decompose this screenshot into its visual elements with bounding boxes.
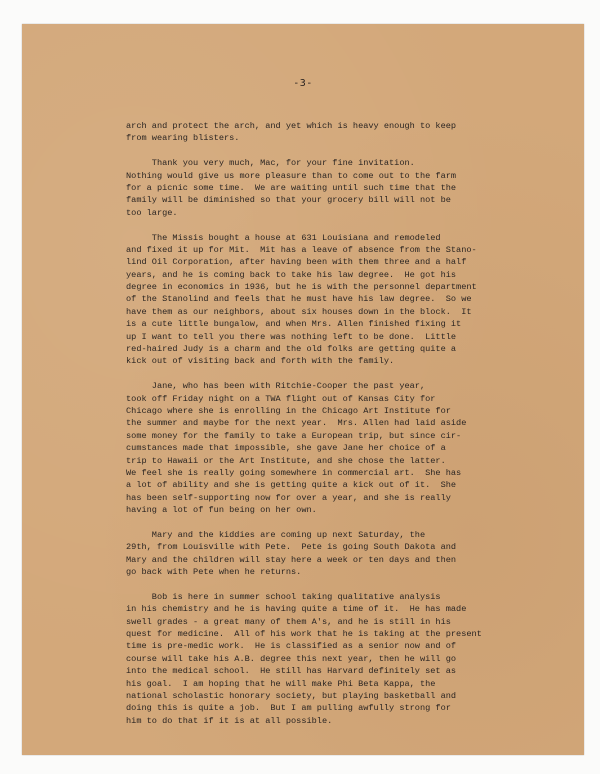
text-line: took off Friday night on a TWA flight out of Kansas City for bbox=[126, 393, 436, 404]
paragraph bbox=[126, 157, 556, 219]
paragraph-gap bbox=[126, 145, 556, 157]
text-line: go back with Pete when he returns. bbox=[126, 567, 302, 578]
text-line: quest for medicine. All of his work that he is taking at the present bbox=[126, 629, 482, 640]
text-line: having a lot of fun being on her own. bbox=[126, 505, 317, 516]
letter-page bbox=[22, 24, 584, 755]
text-line: family will be diminished so that your grocery bill will not be bbox=[126, 195, 451, 206]
text-line: Bob is here in summer school taking qualitative analysis bbox=[126, 591, 441, 602]
text-line: too large. bbox=[126, 207, 178, 218]
text-line: some money for the family to take a European trip, but since cir- bbox=[126, 430, 462, 441]
text-line: is a cute little bungalow, and when Mrs. Allen finished fixing it bbox=[126, 319, 462, 330]
text-line: his goal. I am hoping that he will make Phi Beta Kappa, the bbox=[126, 678, 436, 689]
text-line: him to do that if it is at all possible. bbox=[126, 715, 333, 726]
paragraph-gap bbox=[126, 578, 556, 590]
text-line: red-haired Judy is a charm and the old folks are getting quite a bbox=[126, 344, 457, 355]
text-line: Thank you very much, Mac, for your fine invitation. bbox=[126, 158, 415, 169]
text-line: the summer and maybe for the next year. Mrs. Allen had laid aside bbox=[126, 418, 467, 429]
text-line: for a picnic some time. We are waiting until such time that the bbox=[126, 182, 457, 193]
text-line: arch and protect the arch, and yet which is heavy enough to keep bbox=[126, 121, 457, 131]
text-line: a lot of ability and she is getting quite a kick out of it. She bbox=[126, 480, 457, 491]
paragraph bbox=[126, 120, 556, 145]
text-line: in his chemistry and he is having quite a time of it. He has made bbox=[126, 604, 467, 615]
paragraph bbox=[126, 591, 556, 727]
text-line: doing this is quite a job. But I am pulling awfully strong for bbox=[126, 703, 451, 714]
text-line: degree in economics in 1936, but he is with the personnel department bbox=[126, 282, 477, 293]
text-line: The Missis bought a house at 631 Louisiana and remodeled bbox=[126, 232, 441, 243]
text-line: Mary and the kiddies are coming up next Saturday, the bbox=[126, 529, 426, 540]
text-line: kick out of visiting back and forth with the family. bbox=[126, 356, 395, 367]
paragraph-gap bbox=[126, 219, 556, 231]
text-line: from wearing blisters. bbox=[126, 133, 240, 144]
text-line: trip to Hawaii or the Art Institute, and she chose the latter. bbox=[126, 455, 446, 466]
text-line: Nothing would give us more pleasure than to come out to the farm bbox=[126, 170, 457, 181]
text-line: We feel she is really going somewhere in commercial art. She has bbox=[126, 467, 462, 478]
text-line: cumstances made that impossible, she gave Jane her choice of a bbox=[126, 443, 446, 454]
text-line: 29th, from Louisville with Pete. Pete is going South Dakota and bbox=[126, 542, 457, 553]
text-line: up I want to tell you there was nothing left to be done. Little bbox=[126, 331, 457, 342]
text-line: national scholastic honorary society, but playing basketball and bbox=[126, 690, 457, 701]
text-line: has been self-supporting now for over a year, and she is really bbox=[126, 492, 451, 503]
paragraph bbox=[126, 380, 556, 516]
text-line: into the medical school. He still has Harvard definitely set as bbox=[126, 666, 457, 677]
letter-body bbox=[126, 120, 556, 727]
paragraph bbox=[126, 529, 556, 579]
text-line: Mary and the children will stay here a week or ten days and then bbox=[126, 554, 457, 565]
paragraph bbox=[126, 232, 556, 368]
text-line: have them as our neighbors, about six houses down in the block. It bbox=[126, 306, 472, 317]
text-line: Jane, who has been with Ritchie-Cooper the past year, bbox=[126, 381, 426, 392]
text-line: Chicago where she is enrolling in the Chicago Art Institute for bbox=[126, 405, 451, 416]
text-line: and fixed it up for Mit. Mit has a leave of absence from the Stano- bbox=[126, 244, 477, 255]
text-line: lind Oil Corporation, after having been with them three and a half bbox=[126, 257, 467, 268]
paragraph-gap bbox=[126, 517, 556, 529]
text-line: time is pre-medic work. He is classified as a senior now and of bbox=[126, 641, 457, 652]
text-line: course will take his A.B. degree this next year, then he will go bbox=[126, 653, 457, 664]
text-line: of the Stanolind and feels that he must have his law degree. So we bbox=[126, 294, 472, 305]
page-number: -3- bbox=[293, 78, 313, 89]
text-line: swell grades - a great many of them A's, and he is still in his bbox=[126, 616, 451, 627]
text-line: years, and he is coming back to take his law degree. He got his bbox=[126, 269, 457, 280]
paragraph-gap bbox=[126, 368, 556, 380]
